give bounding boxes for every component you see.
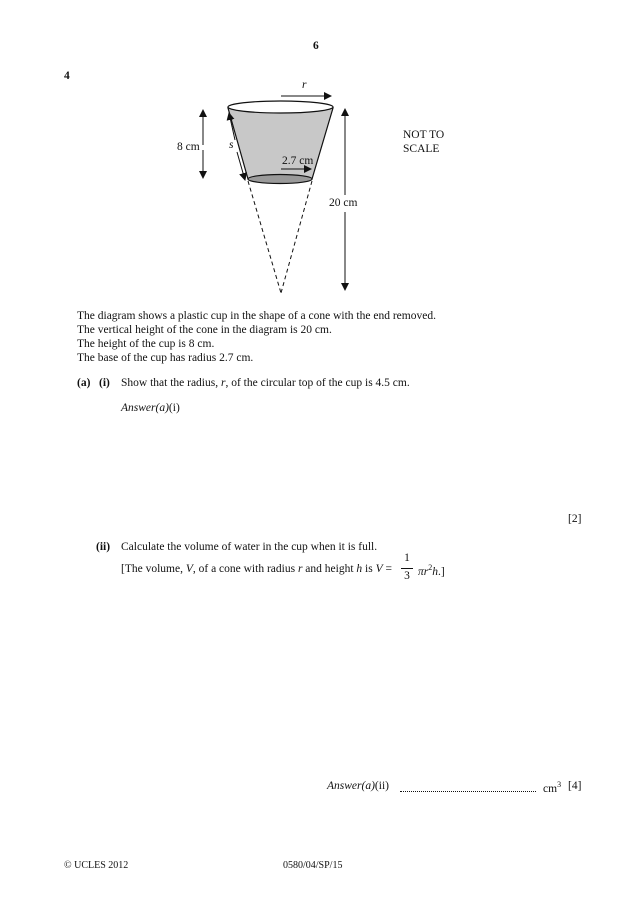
formula-var-v: V xyxy=(185,563,193,575)
page-number: 6 xyxy=(313,40,319,52)
intro-line-1: The diagram shows a plastic cup in the shape of a cone with the end removed. xyxy=(77,310,436,322)
sub-i-marks: [2] xyxy=(568,513,582,525)
answer-unit xyxy=(543,780,561,795)
cup-base-ellipse xyxy=(248,175,312,184)
intro-line-3: The height of the cup is 8 cm. xyxy=(77,338,215,350)
answer-ii-suffix: (ii) xyxy=(374,780,389,792)
sub-i-question xyxy=(121,377,410,389)
cone-cup-diagram xyxy=(0,0,638,310)
unit-cm: cm xyxy=(543,782,558,795)
label-2-7cm: 2.7 cm xyxy=(282,155,314,167)
formula-text-2: , of a cone with radius xyxy=(192,563,298,575)
intro-line-4: The base of the cup has radius 2.7 cm. xyxy=(77,352,254,364)
volume-formula xyxy=(121,563,392,575)
label-8cm: 8 cm xyxy=(177,141,200,153)
answer-a-label-2: Answer(a) xyxy=(327,780,375,792)
formula-pi-r: πr xyxy=(418,565,429,578)
formula-squared: 2 xyxy=(428,563,433,572)
cone-dashed-right xyxy=(281,181,312,293)
sub-i-var-r: r xyxy=(220,377,226,389)
intro-line-2: The vertical height of the cone in the diagram is 20 cm. xyxy=(77,324,332,336)
sub-ii-answer-label xyxy=(327,780,389,792)
cup-body xyxy=(228,108,333,179)
formula-equals: = xyxy=(382,563,392,575)
sub-i-label: (i) xyxy=(99,377,110,389)
not-to-scale-2: SCALE xyxy=(403,143,440,155)
footer-code: 0580/04/SP/15 xyxy=(283,860,343,871)
formula-var-r: r xyxy=(297,563,303,575)
cup-top-ellipse xyxy=(228,101,333,113)
label-r: r xyxy=(302,79,307,91)
formula-text-3: and height xyxy=(302,563,357,575)
answer-a-label: Answer(a) xyxy=(121,402,169,414)
fraction-bar xyxy=(401,568,413,569)
formula-var-v2: V xyxy=(375,563,383,575)
formula-text-4: is xyxy=(362,563,376,575)
formula-text-1: [The volume, xyxy=(121,563,186,575)
question-number: 4 xyxy=(64,70,70,82)
cone-dashed-left xyxy=(248,181,281,293)
formula-tail xyxy=(418,563,445,578)
sub-i-text-1: Show that the radius, xyxy=(121,377,221,389)
answer-i-suffix: (i) xyxy=(168,402,180,414)
sub-ii-marks: [4] xyxy=(568,780,582,792)
label-20cm: 20 cm xyxy=(329,197,358,209)
sub-i-text-2: , of the circular top of the cup is 4.5 cm. xyxy=(225,377,410,389)
fraction-numerator: 1 xyxy=(404,552,410,564)
sub-i-answer-label xyxy=(121,402,180,414)
sub-ii-question: Calculate the volume of water in the cup when it is full. xyxy=(121,541,378,553)
fraction-denominator: 3 xyxy=(404,570,410,582)
not-to-scale-1: NOT TO xyxy=(403,129,445,141)
answer-line[interactable] xyxy=(400,791,536,792)
unit-cubed: 3 xyxy=(557,780,562,789)
label-s: s xyxy=(229,139,234,151)
part-a-label: (a) xyxy=(77,377,91,389)
formula-h: h xyxy=(432,565,438,578)
formula-var-h: h xyxy=(356,563,363,575)
footer-copyright: © UCLES 2012 xyxy=(64,860,129,871)
sub-ii-label: (ii) xyxy=(96,541,111,553)
formula-end: .] xyxy=(438,565,445,578)
